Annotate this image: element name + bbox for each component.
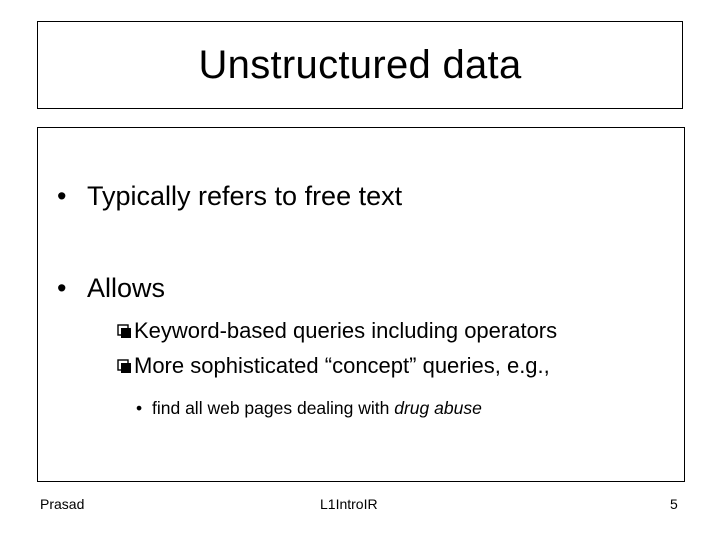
title-box — [37, 21, 683, 109]
sub-bullet-text: More sophisticated “concept” queries, e.g., — [134, 353, 550, 378]
bullet-text: Typically refers to free text — [87, 181, 403, 211]
emphasis-text: drug abuse — [394, 398, 482, 418]
bullet-dot-icon: • — [57, 181, 67, 211]
sub-bullet-item — [117, 353, 550, 379]
footer-page-number: 5 — [670, 496, 678, 512]
bullet-item — [57, 273, 165, 304]
bullet-text: Allows — [87, 273, 166, 303]
sub-sub-bullet-item — [136, 398, 482, 419]
footer-center: L1IntroIR — [320, 496, 378, 512]
checkbox-square-icon — [117, 359, 132, 374]
content-box — [37, 127, 685, 482]
checkbox-square-icon — [117, 324, 132, 339]
footer-left: Prasad — [40, 496, 85, 512]
sub-sub-bullet-text: find all web pages dealing with — [152, 398, 395, 418]
slide-title: Unstructured data — [198, 42, 522, 87]
bullet-dot-icon: • — [57, 273, 67, 303]
sub-bullet-item — [117, 318, 557, 344]
sub-bullet-text: Keyword-based queries including operators — [134, 318, 558, 343]
bullet-dot-icon: • — [136, 398, 143, 418]
bullet-item — [57, 181, 402, 212]
